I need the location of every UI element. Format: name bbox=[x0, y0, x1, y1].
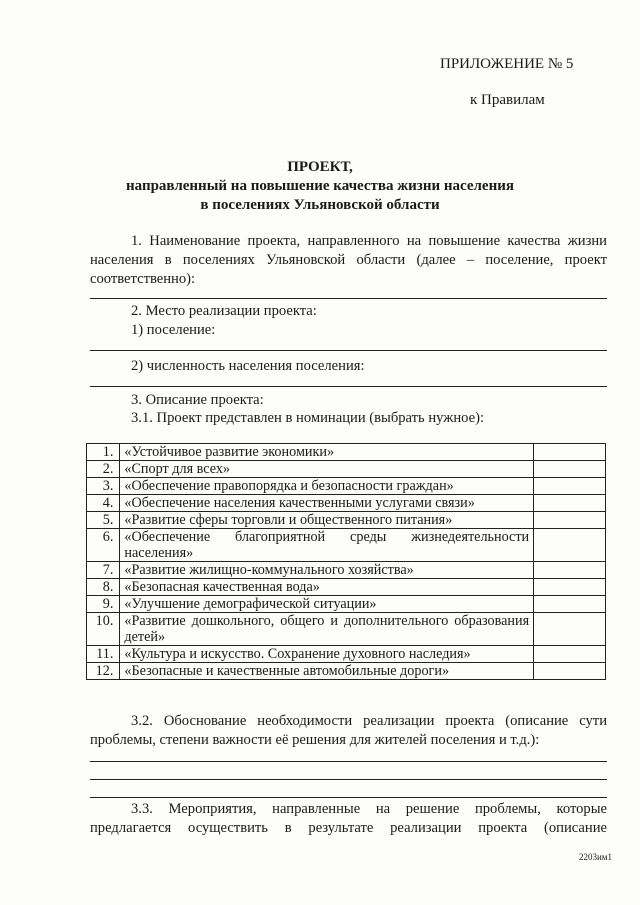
nomination-label bbox=[120, 596, 534, 613]
nomination-row bbox=[87, 495, 606, 512]
nomination-number: 6. bbox=[87, 529, 120, 562]
section2-heading: 2. Место реализации проекта: bbox=[131, 303, 317, 319]
section2-population-label: 2) численность населения поселения: bbox=[131, 358, 365, 374]
nomination-text: «Развитие жилищно-коммунального хозяйства» bbox=[124, 562, 414, 578]
nomination-number: 4. bbox=[87, 495, 120, 512]
nomination-select-cell[interactable] bbox=[534, 646, 606, 663]
nomination-select-cell[interactable] bbox=[534, 579, 606, 596]
nomination-row bbox=[87, 663, 606, 680]
nomination-text: «Безопасная качественная вода» bbox=[124, 579, 320, 595]
nomination-select-cell[interactable] bbox=[534, 613, 606, 646]
project-name-field[interactable] bbox=[90, 298, 607, 299]
nomination-row bbox=[87, 613, 606, 646]
nomination-text: «Обеспечение населения качественными услугами связи» bbox=[124, 495, 475, 511]
nomination-label bbox=[120, 529, 534, 562]
nomination-label bbox=[120, 613, 534, 646]
nomination-text: «Безопасные и качественные автомобильные дороги» bbox=[124, 663, 450, 679]
nomination-text: «Развитие дошкольного, общего и дополнительного образования детей» bbox=[124, 613, 530, 645]
nomination-number: 1. bbox=[87, 444, 120, 461]
nomination-text: «Улучшение демографической ситуации» bbox=[124, 596, 377, 612]
page-code: 2203им1 bbox=[578, 852, 612, 862]
section2-settlement-label: 1) поселение: bbox=[131, 322, 216, 338]
section1-line2: населения в поселениях Ульяновской области (далее – поселение, проект bbox=[90, 252, 607, 268]
nomination-row bbox=[87, 529, 606, 562]
nomination-select-cell[interactable] bbox=[534, 562, 606, 579]
nomination-text: «Спорт для всех» bbox=[124, 461, 231, 477]
nomination-label bbox=[120, 461, 534, 478]
nomination-row bbox=[87, 512, 606, 529]
population-field[interactable] bbox=[90, 386, 607, 387]
nomination-label bbox=[120, 646, 534, 663]
section3-1-text: 3.1. Проект представлен в номинации (выбрать нужное): bbox=[131, 410, 485, 426]
section1-line1: 1. Наименование проекта, направленного на повышение качества жизни bbox=[131, 233, 607, 249]
section3-2-line2: проблемы, степени важности её решения для жителей поселения и т.д.): bbox=[90, 732, 540, 748]
nomination-row bbox=[87, 646, 606, 663]
nomination-number: 10. bbox=[87, 613, 120, 646]
nomination-number: 9. bbox=[87, 596, 120, 613]
nomination-number: 3. bbox=[87, 478, 120, 495]
nomination-label bbox=[120, 444, 534, 461]
nomination-label bbox=[120, 512, 534, 529]
nomination-row bbox=[87, 461, 606, 478]
nomination-number: 12. bbox=[87, 663, 120, 680]
nomination-select-cell[interactable] bbox=[534, 444, 606, 461]
nomination-label bbox=[120, 579, 534, 596]
nominations-table bbox=[86, 443, 606, 680]
section3-3-line1: 3.3. Мероприятия, направленные на решение проблемы, которые bbox=[131, 801, 607, 817]
nomination-text: «Культура и искусство. Сохранение духовного наследия» bbox=[124, 646, 471, 662]
nomination-select-cell[interactable] bbox=[534, 478, 606, 495]
justification-field-line3[interactable] bbox=[90, 797, 607, 798]
nomination-select-cell[interactable] bbox=[534, 512, 606, 529]
nomination-select-cell[interactable] bbox=[534, 461, 606, 478]
section3-heading: 3. Описание проекта: bbox=[131, 392, 264, 408]
nomination-label bbox=[120, 562, 534, 579]
nomination-text: «Обеспечение благоприятной среды жизнедеятельности населения» bbox=[124, 529, 530, 561]
nomination-text: «Развитие сферы торговли и общественного питания» bbox=[124, 512, 453, 528]
nomination-number: 2. bbox=[87, 461, 120, 478]
nomination-row bbox=[87, 478, 606, 495]
nomination-number: 11. bbox=[87, 646, 120, 663]
document-title-line2: направленный на повышение качества жизни населения bbox=[126, 178, 514, 194]
justification-field-line1[interactable] bbox=[90, 761, 607, 762]
document-title-line1: ПРОЕКТ, bbox=[287, 159, 353, 175]
nomination-label bbox=[120, 478, 534, 495]
nomination-row bbox=[87, 579, 606, 596]
document-title-line3: в поселениях Ульяновской области bbox=[200, 197, 440, 213]
nomination-row bbox=[87, 596, 606, 613]
nomination-label bbox=[120, 663, 534, 680]
section1-line3: соответственно): bbox=[90, 271, 196, 287]
appendix-subtitle: к Правилам bbox=[470, 92, 545, 108]
nomination-select-cell[interactable] bbox=[534, 495, 606, 512]
nomination-number: 8. bbox=[87, 579, 120, 596]
nomination-row bbox=[87, 444, 606, 461]
justification-field-line2[interactable] bbox=[90, 779, 607, 780]
nomination-text: «Обеспечение правопорядка и безопасности граждан» bbox=[124, 478, 454, 494]
nomination-label bbox=[120, 495, 534, 512]
nomination-number: 5. bbox=[87, 512, 120, 529]
appendix-title: ПРИЛОЖЕНИЕ № 5 bbox=[440, 56, 574, 72]
section3-2-line1: 3.2. Обоснование необходимости реализации проекта (описание сути bbox=[131, 713, 607, 729]
section3-3-line2: предлагается осуществить в результате реализации проекта (описание bbox=[90, 820, 607, 836]
nomination-select-cell[interactable] bbox=[534, 663, 606, 680]
nomination-number: 7. bbox=[87, 562, 120, 579]
nomination-select-cell[interactable] bbox=[534, 529, 606, 562]
settlement-field[interactable] bbox=[90, 350, 607, 351]
nomination-text: «Устойчивое развитие экономики» bbox=[124, 444, 335, 460]
nomination-select-cell[interactable] bbox=[534, 596, 606, 613]
nomination-row bbox=[87, 562, 606, 579]
